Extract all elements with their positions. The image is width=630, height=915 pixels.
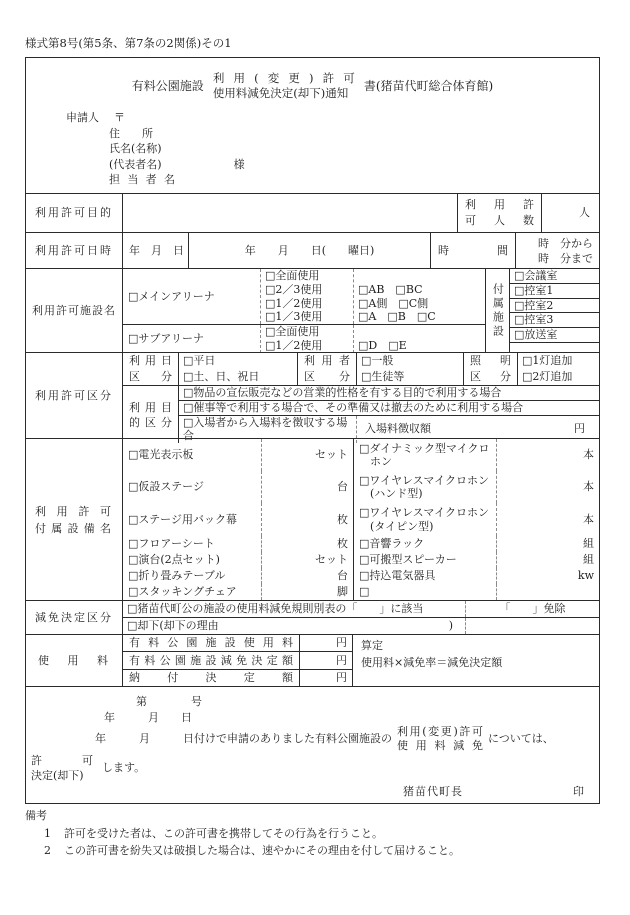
equipment-right-unit: kw xyxy=(496,568,599,584)
equipment-row xyxy=(123,568,599,584)
exemption-grid xyxy=(122,601,599,634)
user-category-label-line2: 区分 xyxy=(304,370,350,383)
fee-section xyxy=(26,634,599,686)
equipment-right-checkbox xyxy=(353,584,496,600)
equipment-left-checkbox: □演台(2点セット) xyxy=(128,552,220,566)
time-label: 時間 xyxy=(438,243,508,257)
fee-rows xyxy=(122,635,352,686)
fee-row-name xyxy=(123,635,299,651)
facility-grid xyxy=(122,269,485,352)
main-arena-zone-column xyxy=(353,269,485,324)
fee-row-unit: 円 xyxy=(299,670,352,686)
exemption-section xyxy=(26,600,599,634)
main-usage-third: □1／3使用 xyxy=(265,310,323,324)
equipment-left-unit: 枚 xyxy=(261,503,353,535)
category-section-label: 利用許可区分 xyxy=(35,388,113,402)
lighting-option-one: □1灯追加 xyxy=(522,354,573,367)
sub-usage-half: □1／2使用 xyxy=(265,338,323,352)
user-option-general: □一般 xyxy=(361,354,394,367)
equipment-section-label xyxy=(26,439,122,600)
main-usage-two-thirds: □2／3使用 xyxy=(265,282,323,296)
applicant-label: 申請人 xyxy=(66,111,99,124)
datetime-row-label: 利用許可日時 xyxy=(35,243,113,257)
applicant-address-label: 住 所 xyxy=(109,126,153,140)
fee-section-label xyxy=(26,635,122,686)
main-arena-checkbox: □メインアリーナ xyxy=(128,289,215,303)
seal-mark: 印 xyxy=(573,785,584,798)
sub-zone-row2: □D □E xyxy=(358,338,407,352)
title-permit-stack xyxy=(213,71,355,101)
issuance-body-prefix: 年 月 日付けで申請のありました有料公園施設の xyxy=(95,732,392,746)
equipment-right-unit: 組 xyxy=(496,536,599,552)
lighting-options xyxy=(517,353,599,385)
note-1-text: 許可を受けた者は、この許可書を携帯してその行為を行うこと。 xyxy=(64,826,383,840)
applicant-representative-label: (代表者名) xyxy=(109,157,162,171)
note-2-number: 2 xyxy=(44,844,51,857)
equipment-right-name-text: □可搬型スピーカー xyxy=(359,553,457,566)
fee-calc-formula: 使用料×減免率＝減免決定額 xyxy=(361,656,503,669)
use-purpose-label-line2: 的区分 xyxy=(129,415,172,429)
permit-datetime-row xyxy=(26,232,599,268)
issuance-section xyxy=(26,686,599,803)
fee-row-name xyxy=(123,652,299,668)
applicant-block xyxy=(66,110,599,188)
time-range-cell xyxy=(515,233,599,268)
use-purpose-rows xyxy=(123,385,599,443)
equipment-label-line1: 利用許可 xyxy=(35,504,113,518)
fee-row-name xyxy=(123,670,299,686)
lighting-category-label xyxy=(463,353,517,385)
equipment-left-unit: 脚 xyxy=(261,584,353,600)
equipment-left-unit: セット xyxy=(261,552,353,568)
issuance-body-line xyxy=(95,725,554,753)
exemption-rule-row xyxy=(123,601,599,617)
equipment-right-name-text: □音響ラック xyxy=(359,536,425,550)
purpose-option-commercial: □物品の宣伝販売などの営業的性格を有する目的で利用する場合 xyxy=(183,386,502,399)
exemption-rule-checkbox: □猪苗代町公の施設の使用料減免規則別表の「 」に該当 xyxy=(127,602,424,616)
sub-arena-checkbox: □サブアリーナ xyxy=(128,331,204,345)
annex-room-checkbox: □控室1 xyxy=(510,283,599,298)
equipment-right-unit: 本 xyxy=(496,503,599,535)
equipment-right-name-text: □ xyxy=(359,585,370,599)
equipment-row xyxy=(123,439,599,471)
postal-mark: 〒 xyxy=(114,111,125,124)
purpose-option-admission: □入場者から入場料を徴収する場合 xyxy=(183,415,348,443)
notes-label: 備考 xyxy=(25,809,47,822)
notes-section xyxy=(25,809,460,858)
equipment-right-name-text: □持込電気器具 xyxy=(359,569,436,583)
note-1-number: 1 xyxy=(44,826,51,840)
sub-zone-row1 xyxy=(354,325,485,339)
user-category-label xyxy=(297,353,356,385)
decision-stack xyxy=(31,753,93,783)
main-arena-usage-column xyxy=(260,269,353,324)
equipment-row xyxy=(123,536,599,552)
form-number-note: 様式第8号(第5条、第7条の2関係)その1 xyxy=(25,36,232,50)
day-category-label-line1: 利用日 xyxy=(129,354,172,367)
equipment-right-checkbox xyxy=(353,439,496,471)
fee-row xyxy=(123,669,352,686)
rejection-checkbox-cell xyxy=(123,618,465,634)
decision-line xyxy=(31,753,145,783)
annex-room-checkbox: □控室2 xyxy=(510,298,599,313)
equipment-right-checkbox xyxy=(353,552,496,568)
issuance-body-suffix: については、 xyxy=(488,732,554,746)
title-notice-line2: 使用料減免決定(却下)通知 xyxy=(212,86,349,100)
exemption-rate-cell: 「 」免除 xyxy=(465,601,599,617)
equipment-right-checkbox xyxy=(353,471,496,503)
fee-row-unit: 円 xyxy=(299,652,352,668)
equipment-row xyxy=(123,503,599,535)
equipment-rows xyxy=(122,439,599,600)
equipment-left-checkbox: □電光表示板 xyxy=(128,448,194,462)
main-zone-row2: □AB □BC xyxy=(358,282,423,296)
decision-line1: 許可 xyxy=(31,754,93,767)
main-arena-group xyxy=(123,269,485,324)
day-option-weekday: □平日 xyxy=(183,354,216,367)
equipment-label-line2: 付属設備名 xyxy=(35,521,113,535)
equipment-right-checkbox xyxy=(353,503,496,535)
note-item-2 xyxy=(44,844,460,858)
fee-section-label-text: 使用料 xyxy=(38,653,110,667)
permitted-count-unit: 人 xyxy=(541,194,599,232)
title-permit-line1: 利用(変更)許可 xyxy=(212,71,355,85)
applicant-name-label: 氏名(名称) xyxy=(109,142,162,156)
sub-arena-group xyxy=(123,324,485,353)
day-category-label xyxy=(123,353,178,385)
main-usage-full: □全面使用 xyxy=(265,269,320,282)
facility-section xyxy=(26,268,599,352)
permitted-count-label-line1: 利用許 xyxy=(465,198,534,211)
equipment-right-name-text: □ワイヤレスマイクロホン(タイピン型) xyxy=(359,506,489,533)
issue-date-line: 年 月 日 xyxy=(104,711,192,724)
annex-room-checkbox: □控室3 xyxy=(510,312,599,327)
permit-purpose-row xyxy=(26,193,599,232)
user-options xyxy=(356,353,463,385)
fee-calc-cell xyxy=(352,635,599,686)
use-purpose-options xyxy=(178,386,599,443)
title-doc-suffix: 書(猪苗代町総合体育館) xyxy=(363,78,494,93)
equipment-right-name-text: □ダイナミック型マイクロホン xyxy=(359,441,490,469)
time-to: 時 分まで xyxy=(538,251,593,265)
equipment-right-unit: 本 xyxy=(496,439,599,471)
issuance-permit-stack xyxy=(397,725,483,753)
annex-room-list xyxy=(509,269,599,352)
equipment-right-checkbox xyxy=(353,568,496,584)
equipment-row xyxy=(123,471,599,503)
note-item-1 xyxy=(44,827,460,841)
document-number-line: 第 号 xyxy=(136,695,202,708)
use-purpose-label-line1: 利用目 xyxy=(129,400,172,414)
decision-line2: 決定(却下) xyxy=(31,769,84,782)
category-top-row xyxy=(123,353,599,385)
equipment-row xyxy=(123,584,599,600)
main-usage-half: □1／2使用 xyxy=(265,296,323,310)
annex-room-checkbox xyxy=(510,342,599,352)
annex-room-checkbox: □会議室 xyxy=(514,269,558,282)
sub-usage-full: □全面使用 xyxy=(265,325,320,338)
equipment-section xyxy=(26,438,599,600)
equipment-right-name-text: □ワイヤレスマイクロホン(ハンド型) xyxy=(359,473,489,501)
equipment-left-checkbox: □ステージ用バック幕 xyxy=(128,512,237,526)
document-title xyxy=(26,58,599,101)
issuance-permit-line2: 使用料減免 xyxy=(397,739,483,752)
time-label-cell xyxy=(430,233,515,268)
category-section xyxy=(26,352,599,443)
fee-row-unit: 円 xyxy=(299,635,352,651)
use-date-field: 年 月 日( 曜日) xyxy=(188,233,430,268)
equipment-left-unit: セット xyxy=(261,439,353,471)
exemption-section-label: 減免決定区分 xyxy=(35,610,113,624)
equipment-right-unit: 組 xyxy=(496,552,599,568)
day-category-label-line2: 区分 xyxy=(129,370,172,383)
admission-fee-unit: 円 xyxy=(574,422,585,436)
equipment-left-checkbox: □折り畳みテーブル xyxy=(128,568,226,582)
fee-calc-label: 算定 xyxy=(361,639,383,652)
title-facility-prefix: 有料公園施設 xyxy=(131,78,204,93)
time-from: 時 分から xyxy=(538,236,593,250)
main-zone-row4: □A □B □C xyxy=(358,310,436,324)
day-option-holiday: □土、日、祝日 xyxy=(183,370,260,383)
permit-purpose-field xyxy=(122,194,457,232)
equipment-left-unit: 枚 xyxy=(261,536,353,552)
fee-row xyxy=(123,651,352,668)
honorific-sama: 様 xyxy=(233,157,245,171)
lighting-category-label-line2: 区分 xyxy=(470,370,511,383)
rejection-row xyxy=(123,617,599,634)
equipment-right-unit xyxy=(496,584,599,600)
note-2-text: この許可書を紛失又は破損した場合は、速やかにその理由を付して届けること。 xyxy=(64,844,460,857)
equipment-right-checkbox xyxy=(353,536,496,552)
user-category-label-line1: 利用者 xyxy=(304,354,350,367)
purpose-row-label: 利用許可目的 xyxy=(35,206,113,220)
equipment-left-unit: 台 xyxy=(261,471,353,503)
facility-section-label: 利用許可施設名 xyxy=(32,303,116,317)
form-header xyxy=(26,58,599,193)
equipment-left-checkbox: □フロアーシート xyxy=(128,536,215,550)
day-options xyxy=(178,353,297,385)
lighting-option-two: □2灯追加 xyxy=(522,370,573,383)
fee-row-name-text: 有料公園施設使用料 xyxy=(129,636,293,650)
use-purpose-category-label xyxy=(123,386,178,443)
permitted-count-label xyxy=(457,194,541,232)
equipment-right-unit: 本 xyxy=(496,471,599,503)
permitted-count-label-line2: 可人数 xyxy=(465,214,534,227)
purpose-option-event-prep: □催事等で利用する場合で、その準備又は撤去のために利用する場合 xyxy=(179,400,599,415)
issuance-permit-line1: 利用(変更)許可 xyxy=(397,725,483,738)
equipment-left-checkbox: □スタッキングチェア xyxy=(128,585,237,599)
rejection-empty-cell xyxy=(465,618,599,634)
fee-row-name-text: 納付決定額 xyxy=(129,670,293,684)
equipment-left-unit: 台 xyxy=(261,568,353,584)
permit-form-table xyxy=(25,57,600,804)
sub-arena-usage-column xyxy=(260,325,353,353)
mayor-signature-label: 猪苗代町長 xyxy=(403,785,463,798)
admission-fee-label: 入場料徴収額 xyxy=(365,422,431,436)
application-date-field: 年 月 日 xyxy=(122,233,188,268)
fee-row-name-text: 有料公園施設減免決定額 xyxy=(129,653,293,667)
applicant-contact-label: 担当者名 xyxy=(109,173,175,187)
rejection-close-paren: ) xyxy=(448,619,453,633)
sub-arena-zone-column xyxy=(353,325,485,353)
equipment-left-checkbox: □仮設ステージ xyxy=(128,480,204,494)
decision-suffix: します。 xyxy=(102,761,146,775)
main-zone-row1 xyxy=(354,269,485,283)
rejection-checkbox: □却下(却下の理由 xyxy=(127,619,219,633)
fee-row xyxy=(123,635,352,651)
annex-room-checkbox: □放送室 xyxy=(510,327,599,342)
user-option-student: □生徒等 xyxy=(361,370,405,383)
annex-facility-label: 付属施設 xyxy=(485,269,509,352)
lighting-category-label-line1: 照明 xyxy=(470,354,511,367)
category-grid xyxy=(122,353,599,443)
main-zone-row3: □A側 □C側 xyxy=(358,296,429,310)
equipment-row xyxy=(123,552,599,568)
